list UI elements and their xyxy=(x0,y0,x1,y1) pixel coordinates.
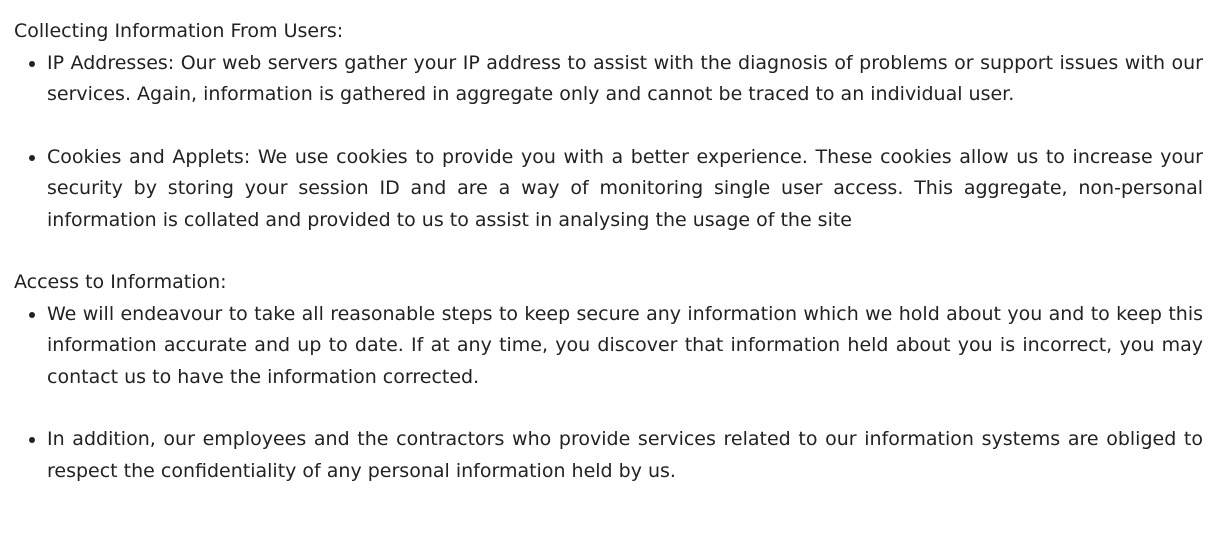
section-heading: Collecting Information From Users: xyxy=(14,20,344,42)
bullet-list xyxy=(14,48,1203,237)
list-item-confidentiality: • In addition, our employees and the contractors who provide services related to our information systems are obliged to respect the confidentiality of any personal information held by us. xyxy=(47,424,1203,487)
list-item-ip-addresses: • IP Addresses: Our web servers gather your IP address to assist with the diagnosis of problems or support issues with our services. Again, information is gathered in aggregate only and cannot be traced to an individual user. xyxy=(47,48,1203,111)
section-access-to-information xyxy=(14,267,1203,487)
list-item-secure-information: • We will endeavour to take all reasonable steps to keep secure any information which we hold about you and to keep this information accurate and up to date. If at any time, you discover that information held about you is incorrect, you may contact us to have the information corrected. xyxy=(47,299,1203,394)
section-collecting-information xyxy=(14,16,1203,236)
section-heading: Access to Information: xyxy=(14,271,227,293)
list-item-cookies-applets: • Cookies and Applets: We use cookies to provide you with a better experience. These cookies allow us to increase your security by storing your session ID and are a way of monitoring single user access. This aggregate, non-personal information is collated and provided to us to assist in analysing the usage of the site xyxy=(47,142,1203,237)
bullet-list xyxy=(14,299,1203,488)
